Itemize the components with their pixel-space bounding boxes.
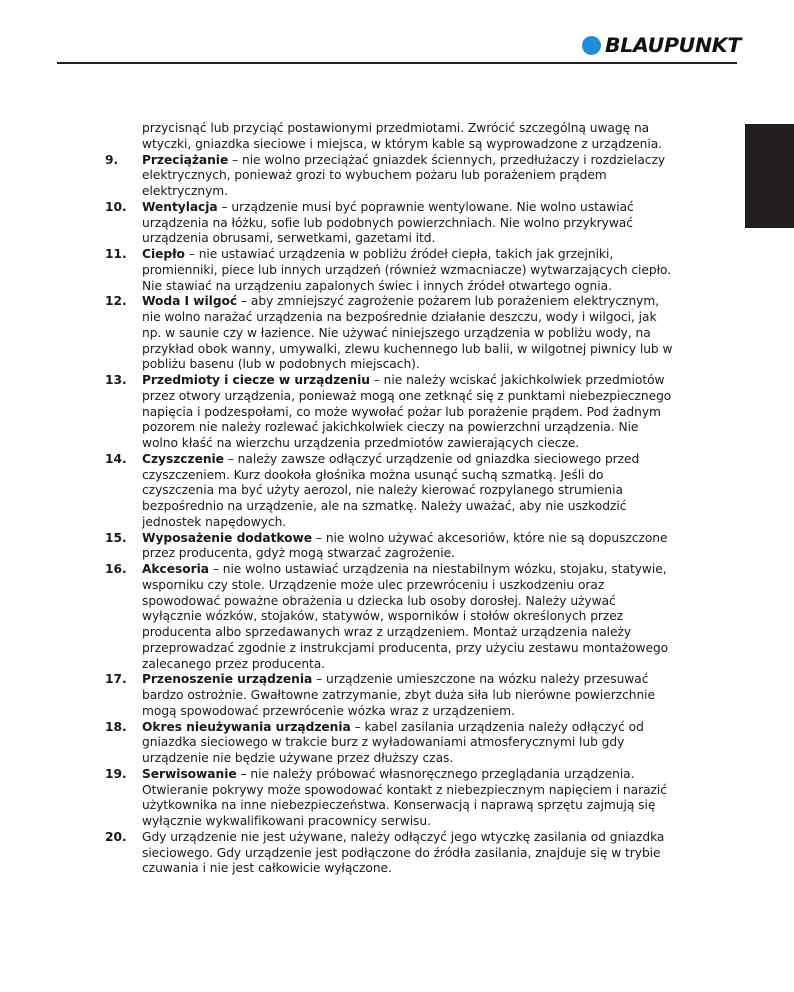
list-item bbox=[100, 531, 678, 563]
item-title: Przedmioty i ciecze w urządzeniu bbox=[142, 373, 370, 387]
item-number: 10. bbox=[105, 199, 127, 214]
logo-dot-icon bbox=[582, 36, 601, 55]
blaupunkt-logo bbox=[582, 33, 741, 57]
item-number: 11. bbox=[105, 247, 127, 261]
item-text: – nie należy próbować własnoręcznego przeglądania urządzenia. Otwieranie pokrywy może spowodować kontakt z niebezpiecznym napięciem i narazić użytkownika na inne niebezpieczeństwa. Konserwacją i naprawą sprzętu zajmują się wyłącznie wykwalifikowani pracownicy serwisu. bbox=[142, 766, 667, 828]
list-item bbox=[100, 200, 678, 247]
item-title: Akcesoria bbox=[142, 562, 209, 576]
list-item bbox=[100, 830, 678, 877]
item-text: – kabel zasilania urządzenia należy odłączyć od gniazdka sieciowego w trakcie burz z wyładowaniami atmosferycznymi lub gdy urządzenie nie będzie używane przez dłuższy czas. bbox=[142, 719, 644, 765]
item-number: 16. bbox=[105, 562, 127, 576]
item-number: 9. bbox=[105, 152, 119, 167]
item-text: – aby zmniejszyć zagrożenie pożarem lub porażeniem elektrycznym, nie wolno narażać urządzenia na bezpośrednie działanie deszczu, wody i wilgoci, jak np. w saunie czy w łazience. Nie używać niniejszego urządzenia w pobliżu wody, na przykład obok wanny, umywalki, zlewu kuchennego lub balii, w wilgotnej piwnicy lub w pobliżu basenu (lub w podobnych miejscach). bbox=[142, 294, 673, 372]
list-item bbox=[100, 767, 678, 830]
header-divider bbox=[57, 62, 737, 64]
brand-name: BLAUPUNKT bbox=[604, 33, 741, 57]
item-text: – urządzenie musi być poprawnie wentylowane. Nie wolno ustawiać urządzenia na łóżku, sofie lub podobnych powierzchniach. Nie wolno przykrywać urządzenia obrusami, serwetkami, gazetami itd. bbox=[142, 199, 634, 246]
list-item bbox=[100, 672, 678, 719]
safety-instructions bbox=[100, 121, 678, 877]
item-title: Przeciążanie bbox=[142, 152, 229, 167]
item-text: – nie wolno ustawiać urządzenia na niestabilnym wózku, stojaku, statywie, wsporniku czy stole. Urządzenie może ulec przewróceniu i uszkodzeniu oraz spowodować poważne obrażenia u dziecka lub osoby dorosłej. Należy używać wyłącznie wózków, stojaków, statywów, wsporników i stołów określonych przez producenta albo sprzedawanych wraz z urządzeniem. Montaż urządzenia należy przeprowadzać zgodnie z instrukcjami producenta, przy użyciu zestawu montażowego zalecanego przez producenta. bbox=[142, 562, 669, 671]
list-item bbox=[100, 720, 678, 767]
item-title: Ciepło bbox=[142, 247, 185, 261]
item-text: – urządzenie umieszczone na wózku należy przesuwać bardzo ostrożnie. Gwałtowne zatrzymanie, zbyt duża siła lub nierówne powierzchnie mogą spowodować przewrócenie wózka wraz z urządzeniem. bbox=[142, 672, 656, 718]
list-item bbox=[100, 562, 678, 672]
item-text: – nie wolno przeciążać gniazdek ściennych, przedłużaczy i rozdzielaczy elektrycznych, ponieważ grozi to wybuchem pożaru lub porażeniem prądem elektrycznym. bbox=[142, 152, 666, 198]
item-text: – nie należy wciskać jakichkolwiek przedmiotów przez otwory urządzenia, ponieważ mogą one zetknąć się z punktami niebezpiecznego napięcia i podzespołami, co może wywołać pożar lub porażenie prądem. Pod żadnym pozorem nie należy rozlewać jakichkolwiek cieczy na powierzchni urządzenia. Nie wolno kłaść na wierzchu urządzenia przedmiotów zawierających ciecze. bbox=[142, 373, 672, 450]
section-tab bbox=[745, 124, 794, 228]
item-number: 19. bbox=[105, 766, 127, 781]
instruction-list bbox=[100, 153, 678, 878]
item-text: – należy zawsze odłączyć urządzenie od gniazdka sieciowego przed czyszczeniem. Kurz dookoła głośnika można usunąć suchą szmatką. Jeśli do czyszczenia ma być użyty aerozol, nie należy kierować rozpylanego strumienia bezpośrednio na urządzenie, ale na szmatkę. Należy uważać, aby nie uszkodzić jednostek napędowych. bbox=[142, 451, 640, 529]
list-item bbox=[100, 452, 678, 531]
item-title: Serwisowanie bbox=[142, 766, 237, 781]
item-text: – nie wolno używać akcesoriów, które nie są dopuszczone przez producenta, gdyż mogą stwarzać zagrożenie. bbox=[142, 530, 668, 561]
item-number: 13. bbox=[105, 373, 127, 387]
list-item bbox=[100, 247, 678, 294]
list-item bbox=[100, 373, 678, 452]
item-title: Wentylacja bbox=[142, 199, 218, 214]
item-number: 14. bbox=[105, 451, 127, 466]
item-title: Okres nieużywania urządzenia bbox=[142, 719, 351, 734]
item-title: Woda I wilgoć bbox=[142, 294, 238, 309]
item-number: 17. bbox=[105, 672, 127, 687]
item-title: Przenoszenie urządzenia bbox=[142, 672, 313, 687]
item-number: 15. bbox=[105, 530, 127, 545]
intro-paragraph: przycisnąć lub przyciąć postawionymi przedmiotami. Zwrócić szczególną uwagę na wtyczki, gniazdka sieciowe i miejsca, w którym kable są wyprowadzone z urządzenia. bbox=[142, 121, 663, 151]
item-title: Wyposażenie dodatkowe bbox=[142, 530, 313, 545]
item-number: 12. bbox=[105, 294, 127, 309]
item-text: – nie ustawiać urządzenia w pobliżu źródeł ciepła, takich jak grzejniki, promienniki, piece lub innych urządzeń (również wzmacniacze) wytwarzających ciepło. Nie stawiać na urządzeniu zapalonych świec i innych źródeł otwartego ognia. bbox=[142, 247, 672, 293]
item-title: Czyszczenie bbox=[142, 451, 224, 466]
list-item bbox=[100, 153, 678, 200]
item-text: Gdy urządzenie nie jest używane, należy odłączyć jego wtyczkę zasilania od gniazdka sieciowego. Gdy urządzenie jest podłączone do źródła zasilania, znajduje się w trybie czuwania i nie jest całkowicie wyłączone. bbox=[142, 829, 665, 876]
list-item bbox=[100, 294, 678, 373]
item-number: 18. bbox=[105, 719, 127, 734]
item-number: 20. bbox=[105, 829, 127, 844]
